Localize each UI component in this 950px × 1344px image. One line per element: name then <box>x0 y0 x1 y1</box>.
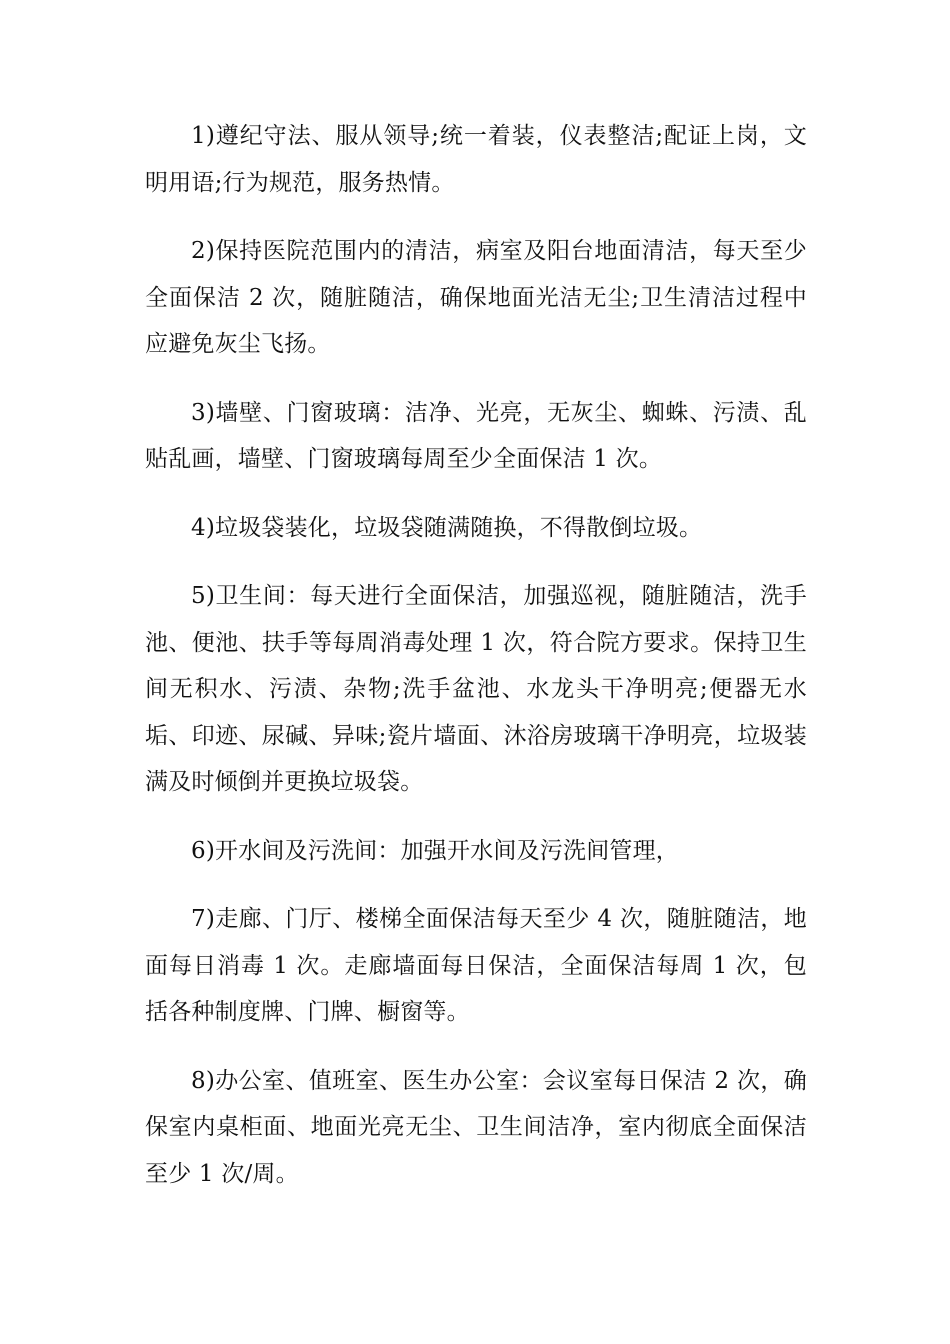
paragraph-8: 8)办公室、值班室、医生办公室：会议室每日保洁 2 次，确保室内桌柜面、地面光亮无尘、卫生间洁净，室内彻底全面保洁至少 1 次/周。 <box>145 1067 807 1187</box>
paragraph-2: 2)保持医院范围内的清洁，病室及阳台地面清洁，每天至少全面保洁 2 次，随脏随洁，确保地面光洁无尘;卫生清洁过程中应避免灰尘飞扬。 <box>145 238 807 357</box>
paragraph-5: 5)卫生间：每天进行全面保洁，加强巡视，随脏随洁，洗手池、便池、扶手等每周消毒处理 1 次，符合院方要求。保持卫生间无积水、污渍、杂物;洗手盆池、水龙头干净明亮;便器无水垢、印迹、尿碱、异味;瓷片墙面、沐浴房玻璃干净明亮，垃圾装满及时倾倒并更换垃圾袋。 <box>145 583 807 795</box>
paragraph-1: 1)遵纪守法、服从领导;统一着装，仪表整洁;配证上岗，文明用语;行为规范，服务热情。 <box>145 123 807 196</box>
paragraph-6: 6)开水间及污洗间：加强开水间及污洗间管理， <box>191 837 680 864</box>
paragraph-3: 3)墙壁、门窗玻璃：洁净、光亮，无灰尘、蜘蛛、污渍、乱贴乱画，墙壁、门窗玻璃每周至少全面保洁 1 次。 <box>145 399 807 472</box>
paragraph-4: 4)垃圾袋装化，垃圾袋随满随换，不得散倒垃圾。 <box>191 514 703 541</box>
paragraph-7: 7)走廊、门厅、楼梯全面保洁每天至少 4 次，随脏随洁，地面每日消毒 1 次。走廊墙面每日保洁，全面保洁每周 1 次，包括各种制度牌、门牌、橱窗等。 <box>145 906 807 1025</box>
document-body <box>145 113 807 1219</box>
